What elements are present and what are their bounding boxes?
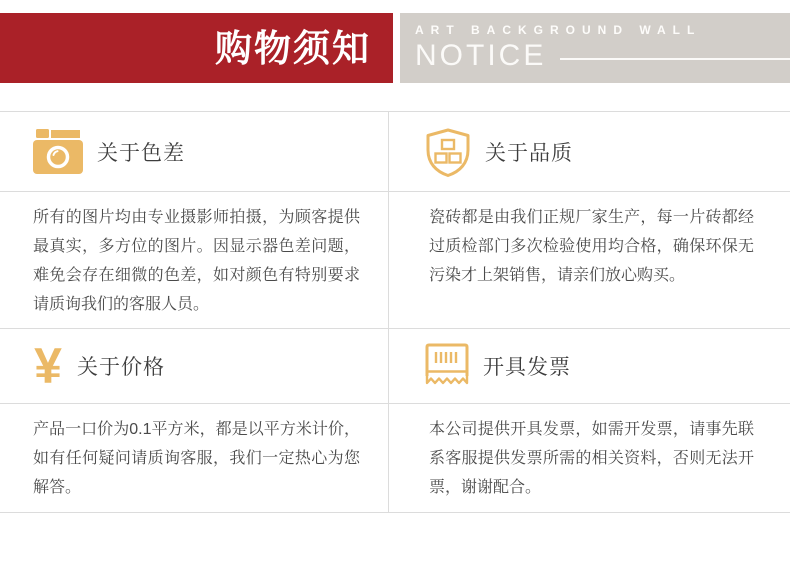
banner-divider-gap: [393, 13, 400, 83]
banner-notice-text: NOTICE: [415, 39, 547, 72]
section-title-text: 关于色差: [97, 141, 185, 165]
section-body-text: 所有的图片均由专业摄影师拍摄，为顾客提供最真实，多方位的图片。因显示器色差问题，难免会存在细微的色差，如对颜色有特别要求请质询我们的客服人员。: [33, 209, 360, 313]
section-body-text: 瓷砖都是由我们正规厂家生产，每一片砖都经过质检部门多次检验使用均合格，确保环保无污染才上架销售，请亲们放心购买。: [429, 209, 754, 284]
banner-notice-row: [415, 40, 790, 72]
section-body-invoice: [389, 404, 790, 512]
page-title: 购物须知: [215, 27, 371, 69]
quality-shield-icon: [425, 127, 471, 177]
section-body-color-difference: [0, 192, 389, 329]
section-title-price: [0, 329, 389, 404]
section-title-quality: [389, 112, 790, 192]
notice-grid: [0, 111, 790, 513]
section-title-text: 关于价格: [77, 356, 165, 379]
yuan-icon: ¥: [34, 338, 62, 394]
banner-subtitle-block: [400, 13, 790, 83]
section-body-text: 产品一口价为0.1平方米，都是以平方米计价，如有任何疑问请质询客服，我们一定热心为您解答。: [33, 421, 360, 496]
section-body-quality: [389, 192, 790, 329]
invoice-icon: [425, 343, 469, 389]
section-body-price: [0, 404, 389, 512]
decorative-line: [560, 58, 790, 60]
section-title-invoice: [389, 329, 790, 404]
section-title-text: 开具发票: [483, 356, 571, 379]
section-body-text: 本公司提供开具发票，如需开发票，请事先联系客服提供发票所需的相关资料，否则无法开票，谢谢配合。: [429, 421, 754, 496]
header-banner: [0, 13, 790, 83]
camera-icon: [33, 129, 83, 175]
section-title-text: 关于品质: [485, 141, 573, 165]
section-title-color-difference: [0, 112, 389, 192]
banner-english-tagline: ART BACKGROUND WALL: [415, 23, 702, 37]
banner-title-block: [0, 13, 393, 83]
